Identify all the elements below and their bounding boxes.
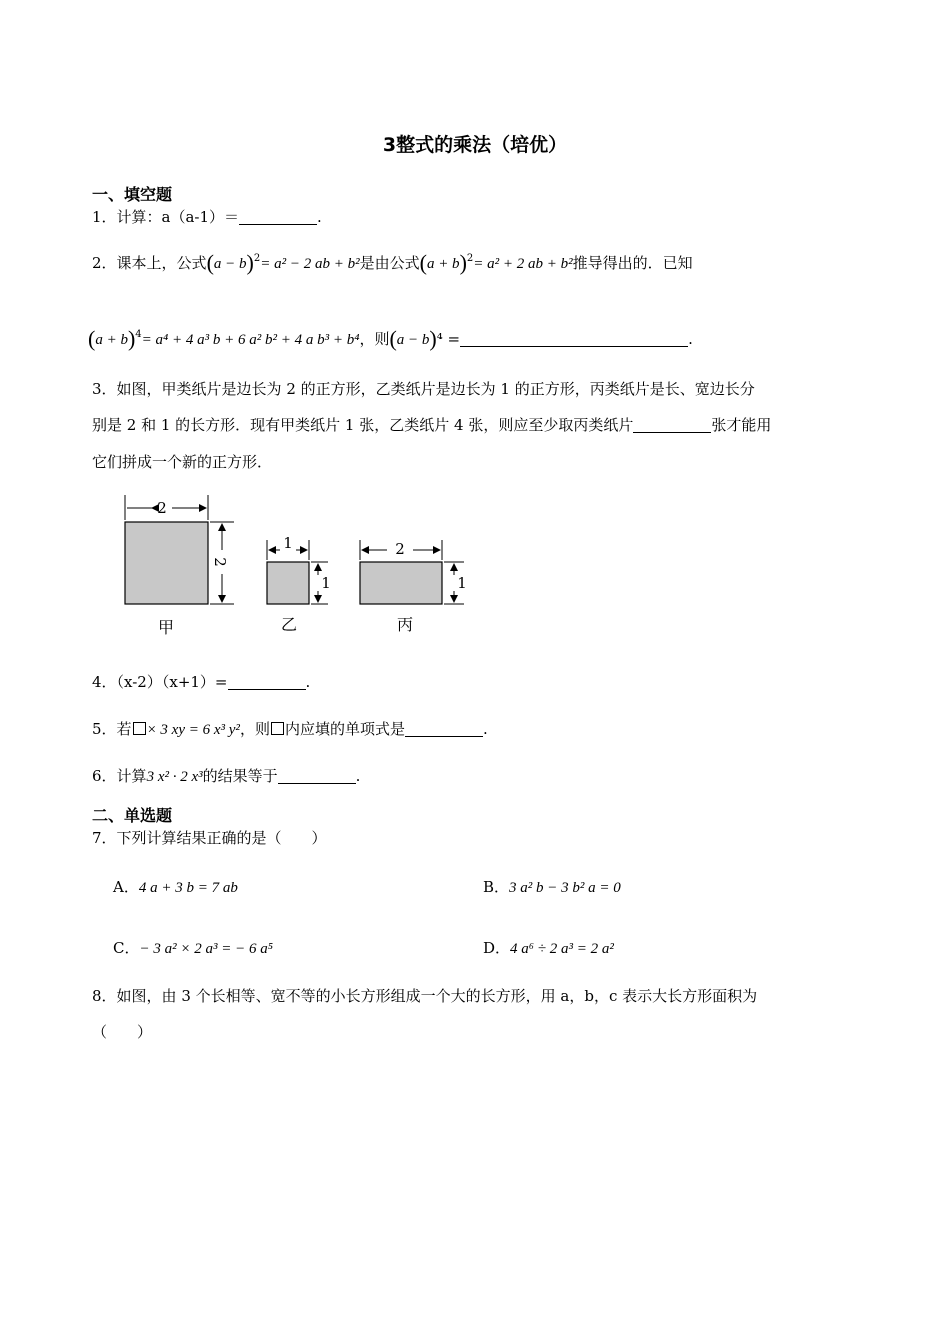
given-expansion: = a⁴ + 4 a³ b + 6 a² b² + 4 a b³ + b⁴ <box>141 332 360 348</box>
question-1: 1．计算：a（a-1）＝ . <box>92 208 322 226</box>
answer-blank[interactable] <box>633 416 711 433</box>
question-3-line-2: 别是 2 和 1 的长方形．现有甲类纸片 1 张，乙类纸片 4 张，则应至少取丙类纸片 张才能用 <box>92 416 772 434</box>
answer-blank[interactable] <box>405 720 483 737</box>
jia-square <box>125 522 208 604</box>
question-2-given: $(a + b)^4= a^4 + 4$ a³ b + 6 a² b² + 4 a b³ + b⁴，则(a − b)⁴ = . <box>88 326 693 351</box>
yi-label: 乙 <box>280 615 298 634</box>
question-3-line-3: 它们拼成一个新的正方形． <box>92 453 273 471</box>
yi-height-label: 1 <box>321 574 331 592</box>
bing-rectangle <box>360 562 442 604</box>
question-5-expression: × 3 xy = 6 x³ y² <box>146 722 240 738</box>
question-number: 5． <box>92 720 117 738</box>
jia-height-label: 2 <box>211 557 229 567</box>
question-number: 7． <box>92 829 117 847</box>
formula-difference-base: a − b <box>213 256 247 272</box>
question-8-line-2: （ ） <box>92 1023 153 1041</box>
yi-width-label: 1 <box>283 534 293 552</box>
option-b[interactable]: B．3 a² b − 3 b² a = 0 <box>483 878 621 896</box>
section-heading-fill-in: 一、填空题 <box>92 185 173 204</box>
bing-width-label: 2 <box>395 540 405 558</box>
formula-sum-base: a + b <box>426 256 460 272</box>
bing-height-label: 1 <box>457 574 467 592</box>
question-number: 1． <box>92 208 117 226</box>
question-7: 7．下列计算结果正确的是（ ） <box>92 829 327 847</box>
box-placeholder <box>271 722 284 735</box>
question-8: 8．如图，由 3 个长相等、宽不等的小长方形组成一个大的长方形，用 a，b，c 表示大长方形面积为 <box>92 987 758 1005</box>
question-4: 4．（x-2）（x+1）= . <box>92 673 311 691</box>
jia-width-label: 2 <box>157 499 167 517</box>
answer-blank[interactable] <box>239 208 317 225</box>
answer-blank[interactable] <box>460 330 688 347</box>
question-number: 8． <box>92 987 117 1005</box>
bing-label: 丙 <box>396 615 414 634</box>
option-d[interactable]: D．4 a⁶ ÷ 2 a³ = 2 a² <box>483 939 614 957</box>
box-placeholder <box>133 722 146 735</box>
given-base: a + b <box>95 332 128 348</box>
jia-label: 甲 <box>157 618 175 637</box>
question-number: 2． <box>92 254 117 272</box>
question-text: 计算：a（a-1）＝ <box>116 208 240 226</box>
formula-sum-expansion: = a² + 2 ab + b² <box>473 256 573 272</box>
option-a[interactable]: A．4 a + 3 b = 7 ab <box>113 878 238 896</box>
question-3: 3．如图，甲类纸片是边长为 2 的正方形，乙类纸片是边长为 1 的正方形，丙类纸片是长、宽边长分 <box>92 380 755 398</box>
paper-pieces-figure <box>110 490 480 650</box>
section-heading-single-choice: 二、单选题 <box>92 806 173 825</box>
question-6: 6．计算3 x² · 2 x³的结果等于 . <box>92 767 361 785</box>
yi-square <box>267 562 309 604</box>
question-6-expression: 3 x² · 2 x³ <box>146 769 203 785</box>
answer-blank[interactable] <box>228 673 306 690</box>
question-number: 6． <box>92 767 117 785</box>
question-5: 5．若 × 3 xy = 6 x³ y²，则 内应填的单项式是 . <box>92 720 488 738</box>
question-number: 3． <box>92 380 117 398</box>
ask-base: a − b <box>396 332 430 348</box>
answer-blank[interactable] <box>278 767 356 784</box>
question-2: 2．课本上，公式$(a - b)^2= a^2 - 2$ ab + b²是由公式$(a + b)^2= a^2 + 2$ ab + b²推导得出的．已知 <box>92 250 693 275</box>
formula-difference-expansion: = a² − 2 ab + b² <box>260 256 360 272</box>
page-title: 3整式的乘法（培优） <box>382 134 568 156</box>
option-c[interactable]: C．− 3 a² × 2 a³ = − 6 a⁵ <box>113 939 273 957</box>
question-number: 4． <box>92 673 117 691</box>
